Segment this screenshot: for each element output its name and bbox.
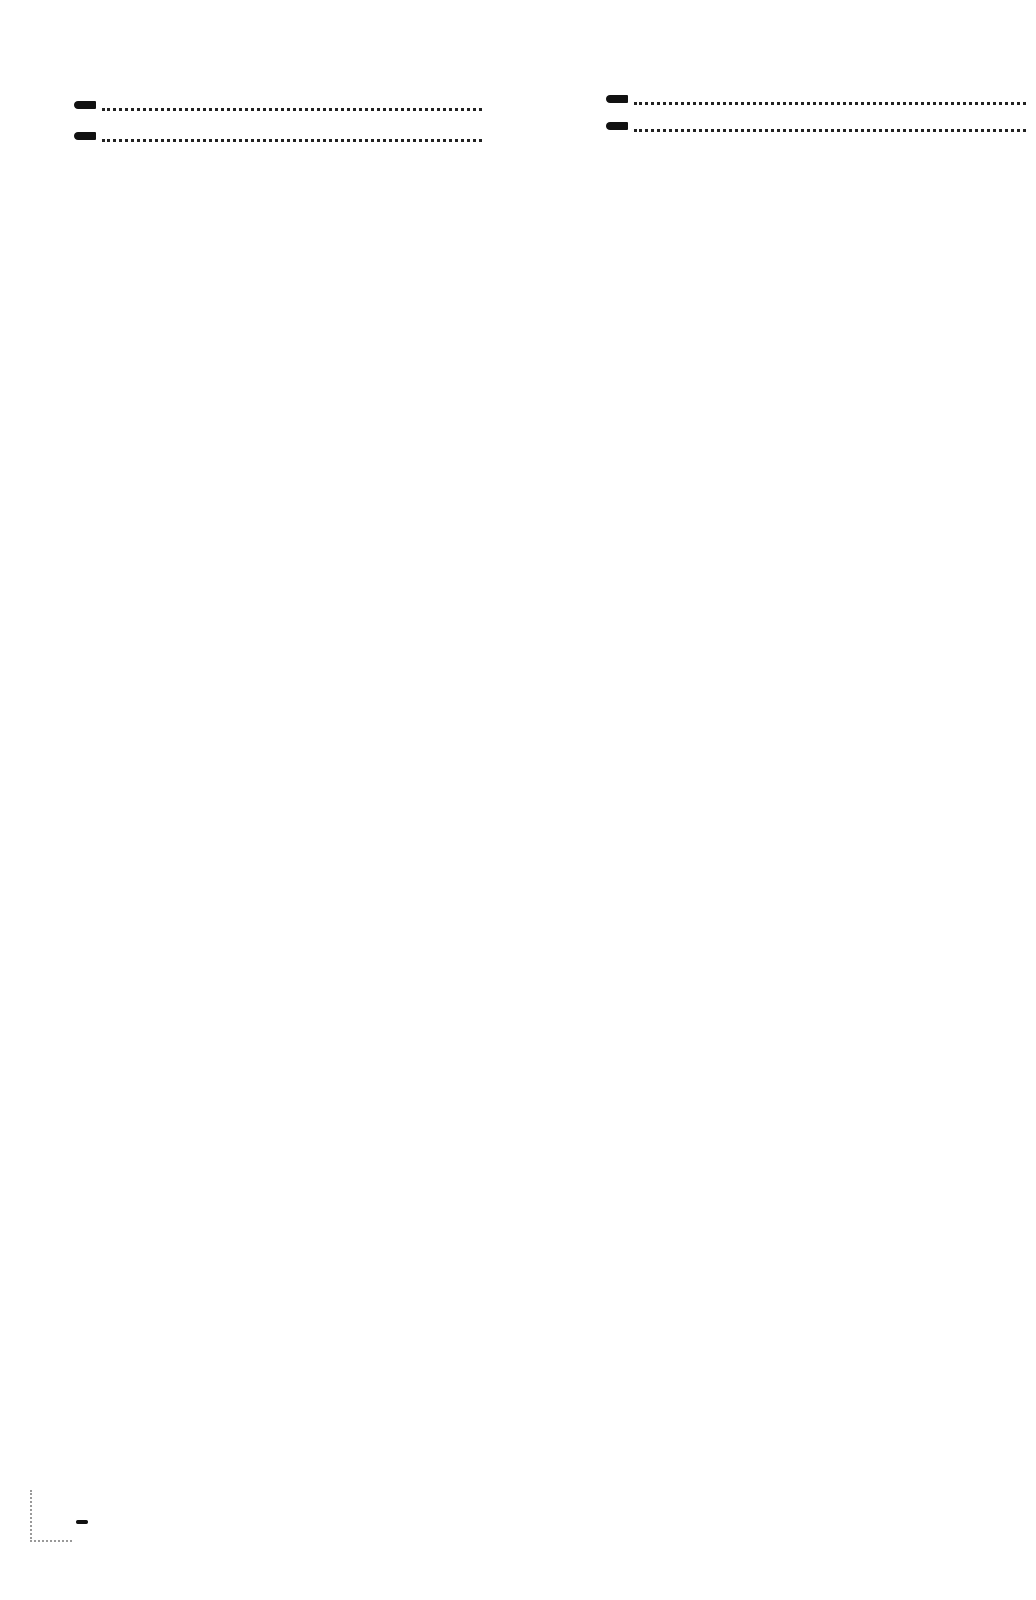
page-header [76,52,956,74]
right-column [606,84,1026,142]
banner-label [74,132,96,140]
corner-mark [30,1490,72,1542]
left-column [74,84,482,152]
section-banner [606,92,1026,105]
banner-dots [634,92,1026,105]
banner-label [606,122,628,130]
banner-label [74,101,96,109]
section-banner [74,129,482,142]
section-banner [606,119,1026,132]
page-number [76,1520,88,1524]
banner-dots [102,129,482,142]
section-banner [74,98,482,111]
banner-label [606,95,628,103]
banner-dots [102,98,482,111]
banner-dots [634,119,1026,132]
